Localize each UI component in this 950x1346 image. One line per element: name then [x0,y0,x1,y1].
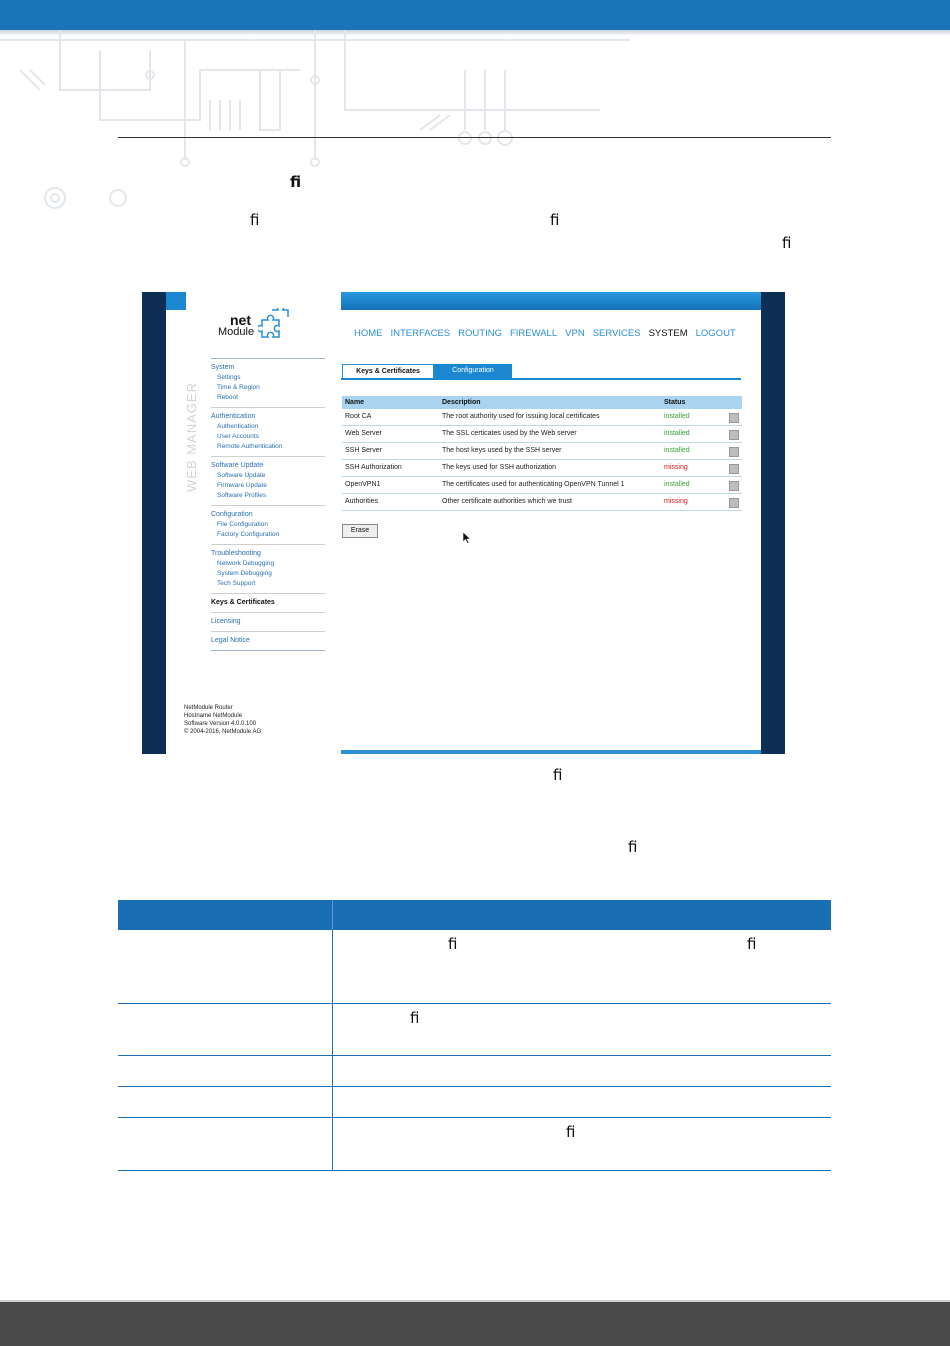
nav-item[interactable]: Reboot [217,394,238,401]
sidebar-top-cap [166,292,186,310]
edit-icon[interactable] [729,447,739,457]
nav-group-troubleshooting [211,544,325,593]
col-status-header: Status [664,399,686,406]
parameter-table-header [118,900,831,930]
nav-group-licensing [211,612,325,631]
edit-icon[interactable] [729,498,739,508]
column-separator [332,930,333,1003]
page-footer-bar [0,1300,950,1346]
nav-item[interactable]: Firmware Update [217,482,267,489]
logo-net-text: net [230,312,251,328]
ligature-glyph: fi [290,173,302,191]
screenshot-left-border [142,292,166,754]
row-description: The certificates used for authenticating OpenVPN Tunnel 1 [442,481,625,488]
row-name: Authorities [345,498,379,505]
row-name: Web Server [345,430,382,437]
table-row [118,930,831,1004]
table-row [342,477,742,494]
edit-icon[interactable] [729,464,739,474]
table-row [342,460,742,477]
tab-underline [341,378,741,380]
nav-item[interactable]: Time & Region [217,384,260,391]
certificates-table [342,396,742,511]
screenshot-right-border [761,292,785,754]
logo-module-text: Module [218,326,255,338]
nav-item[interactable]: Network Debugging [217,560,275,567]
top-menu [354,328,744,339]
ligature-glyph: fi [747,935,757,953]
system-info-line: Hostname NetModule [184,713,243,719]
circuit-decoration [0,30,640,220]
table-row [342,426,742,443]
nav-group-authentication [211,407,325,456]
system-info [184,704,261,736]
nav-item[interactable]: Authentication [217,423,259,430]
ligature-glyph: fi [782,234,792,252]
header-separator [332,900,333,930]
nav-group-label[interactable]: Troubleshooting [211,550,261,557]
row-description: The host keys used by the SSH server [442,447,562,454]
nav-group-label[interactable]: Legal Notice [211,637,250,644]
nav-item[interactable]: User Accounts [217,433,259,440]
menu-interfaces[interactable]: INTERFACES [390,328,451,339]
table-row [342,494,742,511]
system-info-line: Software Version 4.0.0.100 [184,721,257,727]
nav-group-label[interactable]: System [211,364,235,371]
menu-routing[interactable]: ROUTING [458,328,502,339]
caption-ligature: fi [553,766,563,784]
nav-group-configuration [211,505,325,544]
edit-icon[interactable] [729,430,739,440]
erase-button[interactable]: Erase [342,524,378,538]
main-panel [341,292,761,754]
ligature-glyph: fi [628,838,638,856]
row-description: Other certificate authorities which we trust [442,498,572,505]
nav-group-software-update [211,456,325,505]
row-description: The root authority used for issuing local certificates [442,413,600,420]
nav-group-label-active[interactable]: Keys & Certificates [211,599,275,606]
nav-item[interactable]: Software Update [217,472,266,479]
menu-vpn[interactable]: VPN [565,328,585,339]
column-separator [332,1118,333,1170]
nav-item[interactable]: Software Profiles [217,492,267,499]
nav-item[interactable]: Factory Configuration [217,531,280,538]
parameter-table [118,900,831,1171]
tab-keys-certificates[interactable]: Keys & Certificates [342,364,434,379]
row-status: missing [664,464,688,471]
ligature-glyph: fi [566,1123,576,1141]
nav-item[interactable]: System Debugging [217,570,272,577]
row-status: installed [664,413,690,420]
nav-group-legal-notice [211,631,325,651]
nav-item[interactable]: Settings [217,374,241,381]
sidebar-nav [211,358,325,651]
system-info-line: NetModule Router [184,705,233,711]
mouse-cursor-icon [463,532,471,544]
main-header-bar [341,292,761,310]
row-status: installed [664,481,690,488]
col-name-header: Name [345,399,365,406]
ligature-glyph: fi [448,935,458,953]
row-name: SSH Authorization [345,464,402,471]
table-row [342,409,742,426]
table-row [118,1087,831,1118]
nav-group-system [211,358,325,407]
ligature-glyph: fi [550,211,560,229]
row-status: missing [664,498,688,505]
edit-icon[interactable] [729,481,739,491]
row-status: installed [664,447,690,454]
nav-group-label[interactable]: Configuration [211,511,253,518]
table-header [342,396,742,409]
menu-services[interactable]: SERVICES [592,328,641,339]
column-separator [332,1004,333,1055]
row-name: Root CA [345,413,372,420]
system-info-line: © 2004-2016, NetModule AG [184,729,262,735]
row-status: installed [664,430,690,437]
section-rule [118,137,831,138]
puzzle-icon [258,308,290,340]
tab-configuration[interactable]: Configuration [434,364,512,378]
page-header-bar [0,0,950,30]
nav-item[interactable]: File Configuration [217,521,268,528]
menu-logout[interactable]: LOGOUT [695,328,736,339]
nav-item[interactable]: Remote Authentication [217,443,283,450]
table-row [342,443,742,460]
web-manager-screenshot [142,292,785,754]
nav-group-label[interactable]: Authentication [211,413,256,420]
sidebar [166,292,341,754]
web-manager-watermark: WEB MANAGER [184,382,199,492]
table-row [118,1118,831,1171]
row-name: SSH Server [345,447,382,454]
nav-group-keys-certificates [211,593,325,612]
table-row [118,1004,831,1056]
column-separator [332,1056,333,1086]
menu-system[interactable]: SYSTEM [648,328,688,339]
row-description: The SSL certicates used by the Web server [442,430,577,437]
ligature-glyph: fi [410,1009,420,1027]
col-description-header: Description [442,399,481,406]
menu-firewall[interactable]: FIREWALL [509,328,558,339]
row-name: OpenVPN1 [345,481,381,488]
menu-home[interactable]: HOME [354,328,383,339]
ligature-glyph: fi [250,211,260,229]
netmodule-logo [216,308,296,344]
main-footer-bar [341,750,761,754]
edit-icon[interactable] [729,413,739,423]
row-description: The keys used for SSH authorization [442,464,557,471]
nav-group-label[interactable]: Licensing [211,618,241,625]
column-separator [332,1087,333,1117]
nav-group-label[interactable]: Software Update [211,462,264,469]
nav-item[interactable]: Tech Support [217,580,256,587]
table-row [118,1056,831,1087]
